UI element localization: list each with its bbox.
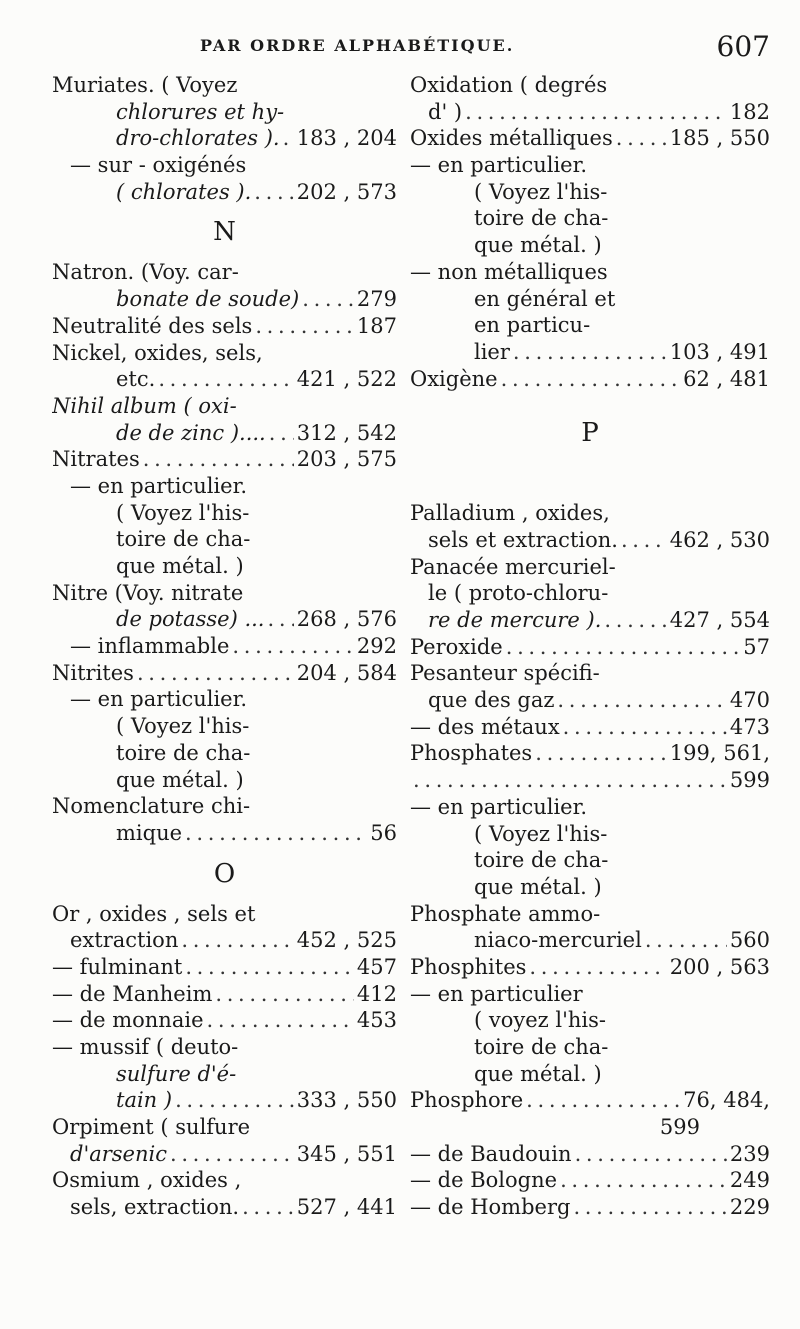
index-line: Muriates. ( Voyez bbox=[52, 73, 238, 97]
index-line: extraction . . . 452 , 525 bbox=[52, 927, 397, 954]
index-line: Phosphore . . . 76, 484, bbox=[410, 1087, 770, 1114]
index-line: niaco-mercuriel . . . 560 bbox=[410, 927, 770, 954]
page-ref: 56 bbox=[370, 820, 397, 845]
index-line: toire de cha- bbox=[474, 848, 609, 873]
index-column-left bbox=[52, 72, 397, 1221]
index-line: — de Manheim . . . 412 bbox=[52, 981, 397, 1008]
index-line: etc. . . . 421 , 522 bbox=[52, 366, 397, 393]
page-ref: 599 bbox=[659, 1115, 700, 1140]
index-line: Nitrates . . . 203 , 575 bbox=[52, 446, 397, 473]
index-line: Oxides métalliques . . . 185 , 550 bbox=[410, 125, 770, 152]
page-ref: 292 bbox=[356, 634, 397, 659]
index-line: — en particulier. bbox=[410, 153, 588, 178]
page-ref: 473 bbox=[729, 714, 770, 739]
index-line: — de Bologne . . . 249 bbox=[410, 1167, 770, 1194]
page-ref: 182 bbox=[729, 99, 770, 124]
index-line: bonate de soude) . . . 279 bbox=[52, 286, 397, 313]
page-ref: 427 , 554 bbox=[669, 608, 770, 632]
index-line: Palladium , oxides, bbox=[410, 501, 610, 526]
page-ref: 202 , 573 bbox=[296, 179, 397, 204]
page-ref: 57 bbox=[743, 634, 770, 659]
section-letter-n: N bbox=[213, 217, 236, 248]
page-number: 607 bbox=[716, 30, 770, 63]
index-line: Osmium , oxides , bbox=[52, 1168, 242, 1193]
index-line: sels et extraction. . . . 462 , 530 bbox=[410, 527, 770, 554]
page-ref: 333 , 550 bbox=[296, 1088, 397, 1113]
page-ref: 268 , 576 bbox=[296, 607, 397, 632]
page-ref: 200 , 563 bbox=[669, 954, 770, 979]
section-letter-o: O bbox=[213, 858, 236, 889]
index-line: lier . . . 103 , 491 bbox=[410, 339, 770, 366]
index-line: sels, extraction. . . . 527 , 441 bbox=[52, 1194, 397, 1221]
page-ref: 76, 484, bbox=[683, 1088, 770, 1113]
index-line: — de Baudouin . . . 239 bbox=[410, 1141, 770, 1168]
page-ref: 412 bbox=[356, 981, 397, 1006]
index-line: que métal. ) bbox=[474, 1061, 602, 1086]
page-ref: 249 bbox=[729, 1168, 770, 1193]
index-line bbox=[410, 767, 770, 794]
index-line: toire de cha- bbox=[474, 206, 609, 231]
index-line: — de monnaie . . . 453 bbox=[52, 1007, 397, 1034]
index-line: en particu- bbox=[474, 313, 591, 338]
index-line: — de Homberg . . . 229 bbox=[410, 1194, 770, 1221]
section-letter-p: P bbox=[581, 418, 599, 449]
index-line: — en particulier bbox=[410, 981, 583, 1006]
page-ref: 527 , 441 bbox=[296, 1195, 397, 1220]
page-header bbox=[50, 30, 770, 66]
index-line: chlorures et hy- bbox=[116, 99, 285, 124]
index-line: — en particulier. bbox=[70, 687, 248, 712]
index-line bbox=[410, 1114, 770, 1141]
index-line: toire de cha- bbox=[116, 527, 251, 552]
index-line: dro-chlorates ). . . . 183 , 204 bbox=[52, 125, 397, 152]
page-ref: 183 , 204 bbox=[296, 126, 397, 151]
running-head: PAR ORDRE ALPHABÉTIQUE. bbox=[200, 36, 515, 55]
index-line: ( Voyez l'his- bbox=[474, 179, 608, 204]
index-line: Phosphites . . . 200 , 563 bbox=[410, 954, 770, 981]
page-ref: 453 bbox=[356, 1008, 397, 1033]
index-line: — en particulier. bbox=[70, 473, 248, 498]
index-line: Nickel, oxides, sels, bbox=[52, 340, 263, 365]
page-ref: 470 bbox=[729, 688, 770, 713]
index-line: le ( proto-chloru- bbox=[428, 581, 609, 606]
page-ref: 560 bbox=[729, 928, 770, 953]
index-line: en général et bbox=[474, 286, 616, 311]
index-line: de de zinc ).... . . . 312 , 542 bbox=[52, 420, 397, 447]
page-ref: 421 , 522 bbox=[296, 367, 397, 392]
index-line: que métal. ) bbox=[474, 233, 602, 258]
index-line: ( Voyez l'his- bbox=[116, 714, 250, 739]
index-line: d'arsenic . . . 345 , 551 bbox=[52, 1141, 397, 1168]
index-line: ( chlorates ). . . . 202 , 573 bbox=[52, 179, 397, 206]
page-ref: 279 bbox=[356, 287, 397, 312]
page-ref: 185 , 550 bbox=[669, 126, 770, 151]
index-line: tain ) . . . 333 , 550 bbox=[52, 1087, 397, 1114]
index-line: que des gaz . . . 470 bbox=[410, 687, 770, 714]
page-ref: 187 bbox=[356, 313, 397, 338]
index-line: — des métaux . . . 473 bbox=[410, 714, 770, 741]
index-line: Nitrites . . . 204 , 584 bbox=[52, 660, 397, 687]
page-ref: 62 , 481 bbox=[683, 366, 770, 391]
index-line: Nomenclature chi- bbox=[52, 794, 251, 819]
index-line: — inflammable . . . 292 bbox=[52, 633, 397, 660]
index-line: d' ) . . . 182 bbox=[410, 99, 770, 126]
index-line: sulfure d'é- bbox=[116, 1061, 237, 1086]
index-line: toire de cha- bbox=[474, 1035, 609, 1059]
page-ref: 203 , 575 bbox=[296, 447, 397, 472]
index-line: Natron. (Voy. car- bbox=[52, 260, 239, 285]
index-line: Neutralité des sels . . . 187 bbox=[52, 313, 397, 340]
index-line: re de mercure ). . . . 427 , 554 bbox=[410, 607, 770, 634]
index-line: Phosphates . . . 199, 561, bbox=[410, 740, 770, 767]
page-ref: 199, 561, bbox=[669, 741, 770, 766]
page-ref: 599 bbox=[729, 768, 770, 793]
index-line: Panacée mercuriel- bbox=[410, 554, 616, 579]
index-line: Oxigène . . . 62 , 481 bbox=[410, 366, 770, 393]
index-line: Pesanteur spécifi- bbox=[410, 661, 600, 686]
index-line: — en particulier. bbox=[410, 794, 588, 819]
index-line: mique . . . 56 bbox=[52, 820, 397, 847]
page-ref: 312 , 542 bbox=[296, 420, 397, 445]
page-ref: 462 , 530 bbox=[669, 527, 770, 552]
page-ref: 452 , 525 bbox=[296, 928, 397, 953]
page-ref: 204 , 584 bbox=[296, 660, 397, 685]
index-line: Nitre (Voy. nitrate bbox=[52, 580, 244, 605]
index-line: que métal. ) bbox=[116, 767, 244, 792]
index-line: ( Voyez l'his- bbox=[116, 500, 250, 525]
index-line: Phosphate ammo- bbox=[410, 901, 601, 926]
page-ref: 457 bbox=[356, 954, 397, 979]
index-line: Peroxide . . . 57 bbox=[410, 634, 770, 661]
index-line: Nihil album ( oxi- bbox=[52, 393, 237, 418]
index-line: de potasse) ... . . . 268 , 576 bbox=[52, 606, 397, 633]
page-ref: 229 bbox=[729, 1195, 770, 1220]
index-line: que métal. ) bbox=[116, 554, 244, 578]
index-line: ( voyez l'his- bbox=[474, 1008, 607, 1033]
page-ref: 345 , 551 bbox=[296, 1141, 397, 1166]
page-ref: 103 , 491 bbox=[669, 339, 770, 364]
index-column-right bbox=[410, 72, 770, 1221]
index-line: — mussif ( deuto- bbox=[52, 1035, 239, 1059]
index-line: ( Voyez l'his- bbox=[474, 821, 608, 846]
index-line: Oxidation ( degrés bbox=[410, 73, 608, 97]
index-line: — non métalliques bbox=[410, 259, 608, 284]
index-line: — sur - oxigénés bbox=[70, 153, 247, 178]
index-line: que métal. ) bbox=[474, 874, 602, 899]
page-ref: 239 bbox=[729, 1141, 770, 1166]
index-line: Or , oxides , sels et bbox=[52, 901, 256, 926]
index-line: — fulminant . . . 457 bbox=[52, 954, 397, 981]
index-line: Orpiment ( sulfure bbox=[52, 1115, 251, 1140]
index-line: toire de cha- bbox=[116, 740, 251, 765]
